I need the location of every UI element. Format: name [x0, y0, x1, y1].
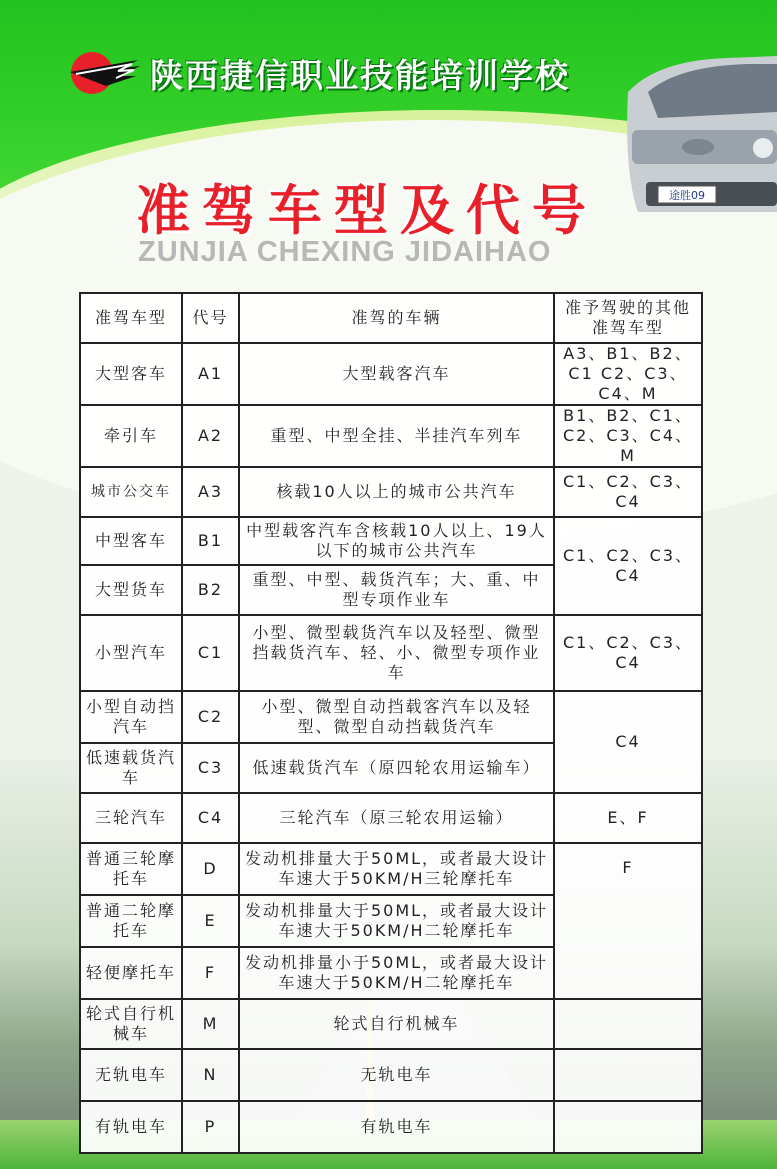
cell-vehicles: 小型、微型载货汽车以及轻型、微型挡载货汽车、轻、小、微型专项作业车	[239, 615, 554, 691]
table-row	[80, 999, 702, 1049]
cell-others: C4	[554, 691, 702, 793]
cell-code: C1	[182, 615, 239, 691]
car-plate: 途胜09	[669, 189, 705, 202]
table-row	[80, 691, 702, 743]
cell-type: 低速载货汽车	[80, 743, 182, 793]
header-type: 准驾车型	[80, 293, 182, 343]
cell-type: 城市公交车	[80, 467, 182, 517]
cell-type: 大型货车	[80, 565, 182, 615]
table-row	[80, 467, 702, 517]
cell-type: 有轨电车	[80, 1101, 182, 1153]
table-row	[80, 405, 702, 467]
cell-vehicles: 发动机排量大于50ML，或者最大设计车速大于50KM/H三轮摩托车	[239, 843, 554, 895]
cell-type: 普通三轮摩托车	[80, 843, 182, 895]
cell-vehicles: 三轮汽车（原三轮农用运输）	[239, 793, 554, 843]
cell-type: 无轨电车	[80, 1049, 182, 1101]
header-others: 准予驾驶的其他准驾车型	[554, 293, 702, 343]
cell-code: C4	[182, 793, 239, 843]
cell-vehicles: 中型载客汽车含核载10人以上、19人以下的城市公共汽车	[239, 517, 554, 565]
cell-vehicles: 低速载货汽车（原四轮农用运输车）	[239, 743, 554, 793]
cell-type: 小型自动挡汽车	[80, 691, 182, 743]
cell-code: N	[182, 1049, 239, 1101]
cell-type: 轻便摩托车	[80, 947, 182, 999]
cell-type: 普通二轮摩托车	[80, 895, 182, 947]
cell-others: C1、C2、C3、C4	[554, 615, 702, 691]
cell-vehicles: 核载10人以上的城市公共汽车	[239, 467, 554, 517]
table-row	[80, 793, 702, 843]
cell-code: A3	[182, 467, 239, 517]
cell-code: A2	[182, 405, 239, 467]
cell-others: C1、C2、C3、C4	[554, 517, 702, 615]
cell-vehicles: 重型、中型全挂、半挂汽车列车	[239, 405, 554, 467]
table-row	[80, 343, 702, 405]
cell-code: F	[182, 947, 239, 999]
cell-code: B1	[182, 517, 239, 565]
cell-type: 大型客车	[80, 343, 182, 405]
cell-vehicles: 轮式自行机械车	[239, 999, 554, 1049]
cell-code: M	[182, 999, 239, 1049]
cell-others: E、F	[554, 793, 702, 843]
cell-others: C1、C2、C3、C4	[554, 467, 702, 517]
cell-code: P	[182, 1101, 239, 1153]
cell-vehicles: 重型、中型、载货汽车；大、重、中型专项作业车	[239, 565, 554, 615]
cell-vehicles: 有轨电车	[239, 1101, 554, 1153]
cell-others: F	[554, 843, 702, 999]
cell-others: A3、B1、B2、C1 C2、C3、C4、M	[554, 343, 702, 405]
table-row	[80, 1049, 702, 1101]
car-image	[618, 52, 777, 222]
license-table	[79, 292, 703, 1154]
cell-others	[554, 1049, 702, 1101]
cell-vehicles: 发动机排量小于50ML，或者最大设计车速大于50KM/H二轮摩托车	[239, 947, 554, 999]
cell-others	[554, 999, 702, 1049]
cell-type: 三轮汽车	[80, 793, 182, 843]
table-row	[80, 517, 702, 565]
cell-others	[554, 1101, 702, 1153]
header-vehicles: 准驾的车辆	[239, 293, 554, 343]
school-name: 陕西捷信职业技能培训学校	[150, 56, 570, 95]
table-row	[80, 615, 702, 691]
table-row	[80, 843, 702, 895]
cell-code: C3	[182, 743, 239, 793]
table-row	[80, 1101, 702, 1153]
page-title: 准驾车型及代号	[136, 179, 598, 242]
cell-type: 中型客车	[80, 517, 182, 565]
table-header-row	[80, 293, 702, 343]
cell-others: B1、B2、C1、C2、C3、C4、M	[554, 405, 702, 467]
cell-vehicles: 无轨电车	[239, 1049, 554, 1101]
cell-code: B2	[182, 565, 239, 615]
header-code: 代号	[182, 293, 239, 343]
cell-code: C2	[182, 691, 239, 743]
cell-code: E	[182, 895, 239, 947]
cell-code: D	[182, 843, 239, 895]
cell-type: 小型汽车	[80, 615, 182, 691]
cell-vehicles: 小型、微型自动挡载客汽车以及轻型、微型自动挡载货汽车	[239, 691, 554, 743]
cell-type: 轮式自行机械车	[80, 999, 182, 1049]
cell-code: A1	[182, 343, 239, 405]
cell-type: 牵引车	[80, 405, 182, 467]
page-subtitle: ZUNJIA CHEXING JIDAIHAO	[138, 236, 552, 268]
cell-vehicles: 大型载客汽车	[239, 343, 554, 405]
cell-vehicles: 发动机排量大于50ML，或者最大设计车速大于50KM/H二轮摩托车	[239, 895, 554, 947]
school-logo	[62, 50, 142, 96]
